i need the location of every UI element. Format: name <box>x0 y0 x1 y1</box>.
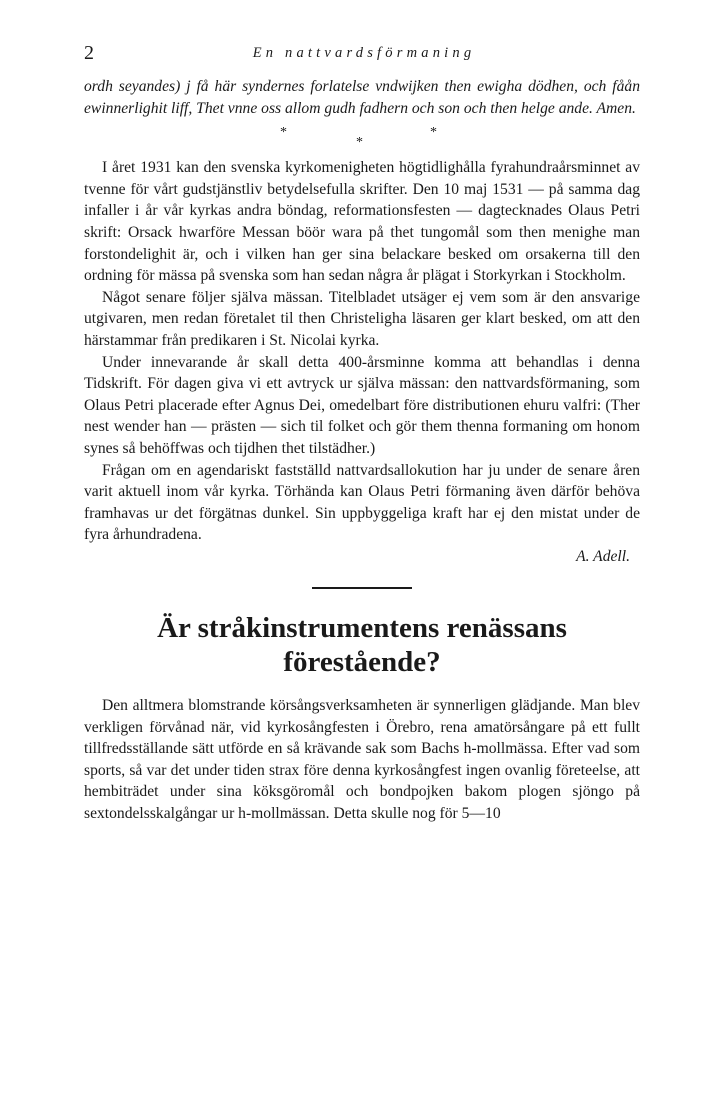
section-separator <box>84 122 640 150</box>
separator-star: * <box>280 125 287 141</box>
separator-star: * <box>430 125 437 141</box>
section-rule <box>312 587 412 589</box>
closing-prayer: ordh seyandes) j få här syndernes forlatelse vndwijken then ewigha dödhen, och fåån ewinnerlighit liff, Thet vnne oss allom gudh fadhern och son och then helge ande. Amen. <box>84 78 640 117</box>
article-title-line-1: Är stråkinstrumentens renässans <box>157 612 567 645</box>
article-title-line-2: förestående? <box>283 646 441 679</box>
paragraph: Frågan om en agendariskt fastställd nattvardsallokution har ju under de senare åren varit aktuell inom vår kyrka. Törhända kan Olaus Petri förmaning även därför behöva framhavas ur det förgätnas dunkel. Sin uppbyggeliga kraft har ej den mistat under de fyra århundradena. <box>84 461 640 544</box>
paragraph: Något senare följer själva mässan. Titelbladet utsäger ej vem som är den ansvarige utgivaren, men redan företalet til then Christeligha läsaren ger klart besked, om att den härstammar från predikaren i St. Nicolai kyrka. <box>84 288 640 349</box>
article-paragraph: Den alltmera blomstrande körsångsverksamheten är synnerligen glädjande. Man blev verkligen förvånad när, vid kyrkosångfesten i Örebro, rena amatörsångare på ett fullt tillfredsställande sätt utförde en så krävande sak som Bachs h-mollmässa. Efter vad som sports, så var det under tiden strax före denna kyrkosångfest ingen ovanlig företeelse, att hembiträdet under sina köksgöromål och bondpojken bakom plogen sjöngo på sextondelsskalgångar ur h-mollmässan. Detta skulle nog för 5—10 <box>84 697 640 823</box>
paragraph: I året 1931 kan den svenska kyrkomenigheten högtidlighålla fyrahundraårsminnet av tvenne för vårt gudstjänstliv betydelsefulla skrifter. Den 10 maj 1531 — på samma dag infaller i år vår kyrkas andra böndag, reformationsfesten — dagtecknades Olaus Petri skrift: Orsack hwarföre Messan böör wara på thet tungomål som then menighe man forstondelighit är, och i vilken han ger sina belackare besked om orsakerna till den ordning för mässa på svenska som han sedan några år plägat i Storkyrkan i Stockholm. <box>84 159 640 285</box>
article-title <box>84 611 640 679</box>
page-number: 2 <box>84 42 94 64</box>
author-signature: A. Adell. <box>576 547 630 565</box>
running-title: En nattvardsförmaning <box>252 45 476 61</box>
separator-star: * <box>356 135 363 151</box>
page-body <box>84 76 640 825</box>
paragraph: Under innevarande år skall detta 400-årsminne komma att behandlas i denna Tidskrift. För dagen giva vi ett avtryck ur själva mässan: den nattvardsförmaning, som Olaus Petri placerade efter Agnus Dei, omedelbart före distributionen ehuru valfri: (Ther nest wender han — prästen — sich til folket och gör them thenna formaning om honom synes så behöffwas och tijdhen thet tilstädher.) <box>84 353 640 457</box>
page-header <box>84 42 644 68</box>
